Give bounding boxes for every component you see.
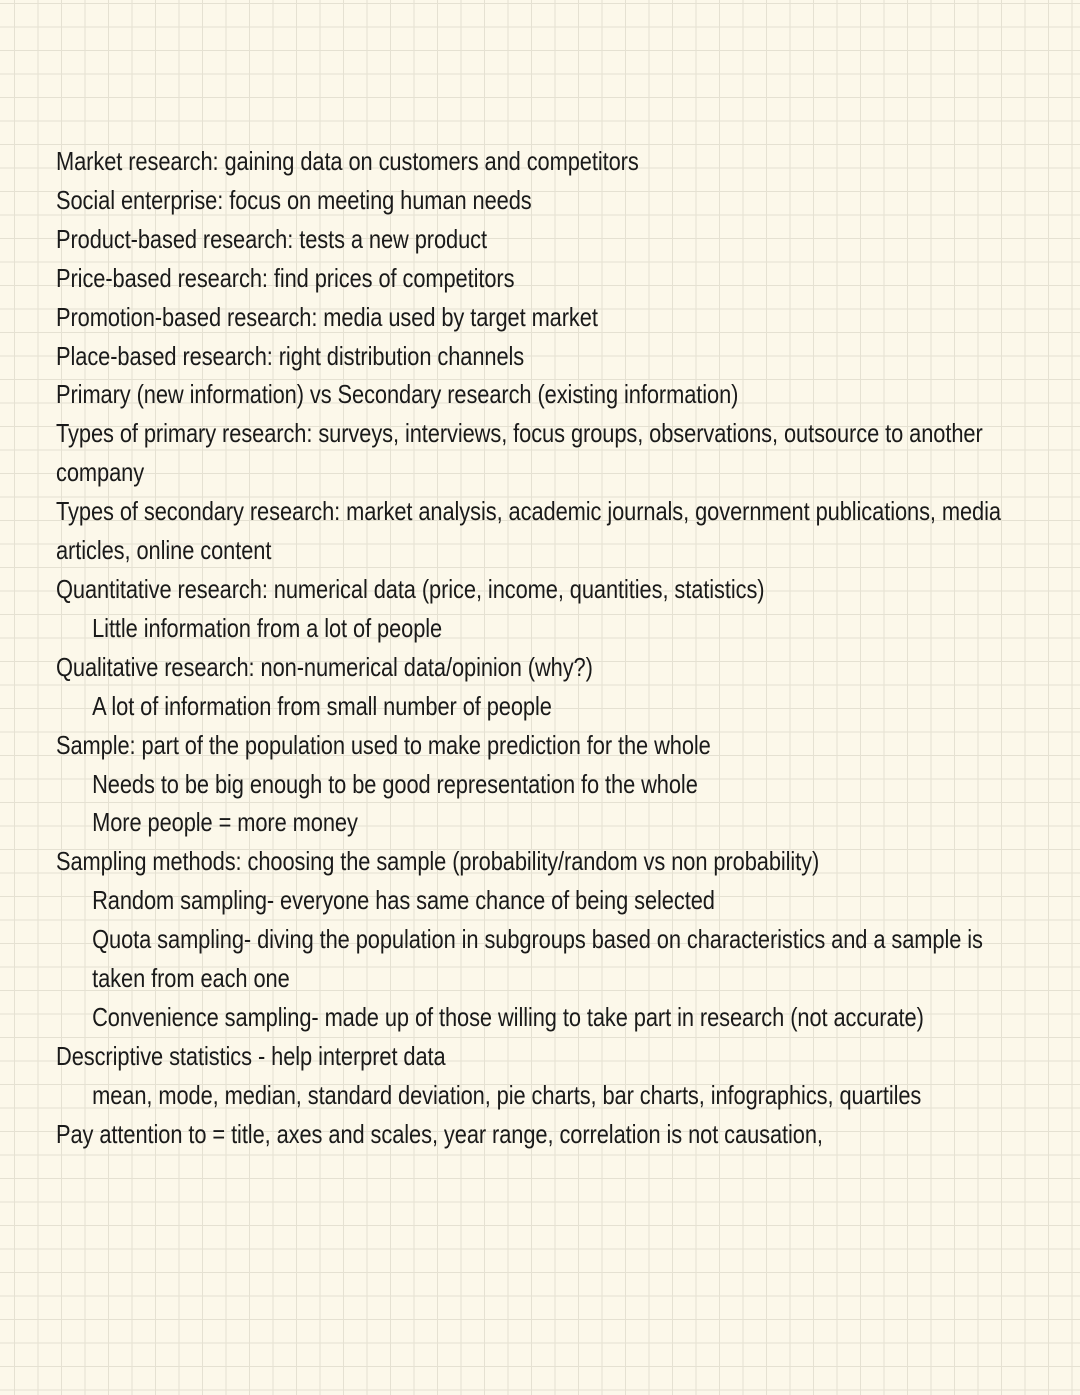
note-line: Market research: gaining data on customers and competitors: [56, 146, 639, 176]
note-line: Place-based research: right distribution channels: [56, 340, 525, 371]
note-line: Sampling methods: choosing the sample (probability/random vs non probability): [56, 846, 820, 877]
note-subline: More people = more money: [92, 807, 358, 838]
note-subline: Random sampling- everyone has same chance of being selected: [92, 885, 715, 916]
note-line: Types of primary research: surveys, interviews, focus groups, observations, outsource to another: [56, 418, 983, 449]
note-subline: A lot of information from small number of people: [92, 690, 552, 721]
note-line: company: [56, 457, 145, 488]
note-subline: mean, mode, median, standard deviation, pie charts, bar charts, infographics, quartiles: [92, 1079, 922, 1110]
note-line: Descriptive statistics - help interpret data: [56, 1040, 446, 1071]
note-line: articles, online content: [56, 535, 272, 566]
note-line: Price-based research: find prices of competitors: [56, 262, 515, 293]
notes-list: [56, 142, 1001, 1154]
note-subline: taken from each one: [92, 963, 290, 994]
note-subline: Quota sampling- diving the population in subgroups based on characteristics and a sample is: [92, 924, 983, 955]
note-subline: Little information from a lot of people: [92, 612, 443, 643]
note-line: Quantitative research: numerical data (price, income, quantities, statistics): [56, 573, 765, 604]
note-line: Social enterprise: focus on meeting human needs: [56, 184, 532, 215]
note-line: Product-based research: tests a new product: [56, 223, 487, 254]
note-line: Qualitative research: non-numerical data/opinion (why?): [56, 651, 593, 682]
note-line: Types of secondary research: market analysis, academic journals, government publications, media: [56, 496, 1001, 527]
note-subline: Needs to be big enough to be good representation fo the whole: [92, 768, 698, 799]
note-line: Sample: part of the population used to make prediction for the whole: [56, 729, 711, 760]
note-line: Promotion-based research: media used by target market: [56, 301, 598, 332]
note-line: Pay attention to = title, axes and scales, year range, correlation is not causation,: [56, 1118, 823, 1149]
note-line: Primary (new information) vs Secondary research (existing information): [56, 379, 739, 410]
note-subline: Convenience sampling- made up of those willing to take part in research (not accurate): [92, 1001, 924, 1032]
